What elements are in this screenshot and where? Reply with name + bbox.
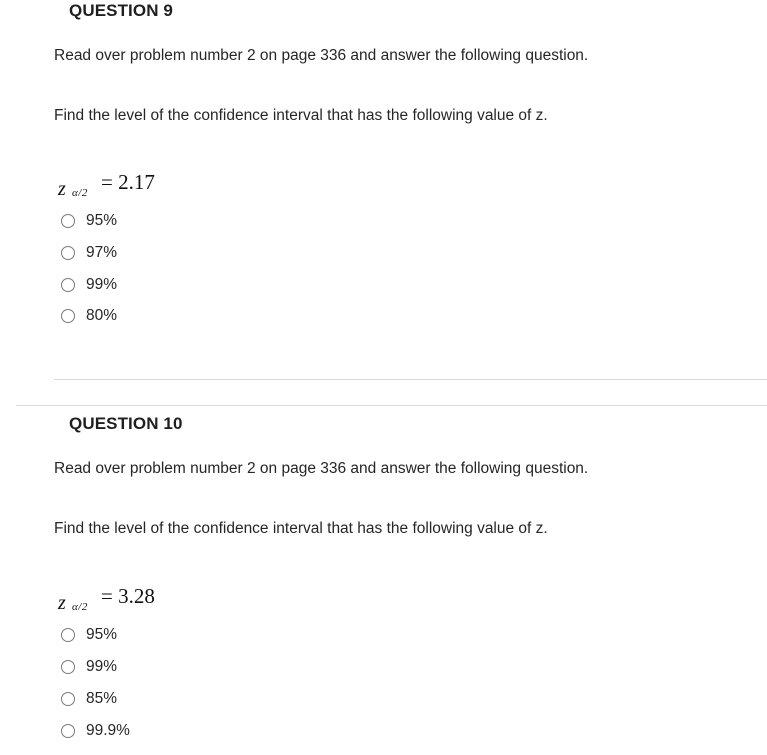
answer-option[interactable] [61, 211, 117, 231]
radio-button[interactable] [61, 724, 75, 738]
z-value: = 3.28 [101, 584, 155, 608]
radio-button[interactable] [61, 278, 75, 292]
question-title: QUESTION 10 [69, 414, 183, 433]
option-label: 95% [86, 212, 118, 229]
answer-option[interactable] [61, 625, 117, 645]
z-formula [58, 586, 178, 616]
option-label: 95% [86, 626, 118, 643]
radio-button[interactable] [61, 246, 75, 260]
radio-button[interactable] [61, 309, 75, 323]
option-label: 99.9% [86, 722, 130, 739]
option-label: 80% [86, 307, 118, 324]
question-prompt: Find the level of the confidence interval that has the following value of z. [54, 107, 548, 124]
question-prompt: Find the level of the confidence interval that has the following value of z. [54, 520, 548, 537]
question-separator [16, 405, 767, 406]
z-value: = 2.17 [101, 170, 155, 194]
answer-option[interactable] [61, 657, 117, 677]
question-intro: Read over problem number 2 on page 336 and answer the following question. [54, 47, 589, 64]
radio-button[interactable] [61, 628, 75, 642]
z-symbol: z [58, 592, 66, 614]
answer-option[interactable] [61, 275, 117, 295]
question-title: QUESTION 9 [69, 1, 173, 20]
answer-option[interactable] [61, 243, 117, 263]
z-subscript: α/2 [72, 601, 88, 613]
option-label: 85% [86, 690, 118, 707]
radio-button[interactable] [61, 214, 75, 228]
radio-button[interactable] [61, 660, 75, 674]
z-formula [58, 172, 178, 202]
answer-option[interactable] [61, 689, 117, 709]
question-intro: Read over problem number 2 on page 336 and answer the following question. [54, 460, 589, 477]
answer-option[interactable] [61, 306, 117, 326]
option-label: 99% [86, 276, 118, 293]
divider [54, 379, 767, 380]
option-label: 99% [86, 658, 118, 675]
z-symbol: z [58, 178, 66, 200]
radio-button[interactable] [61, 692, 75, 706]
z-subscript: α/2 [72, 187, 88, 199]
answer-option[interactable] [61, 721, 130, 741]
option-label: 97% [86, 244, 118, 261]
